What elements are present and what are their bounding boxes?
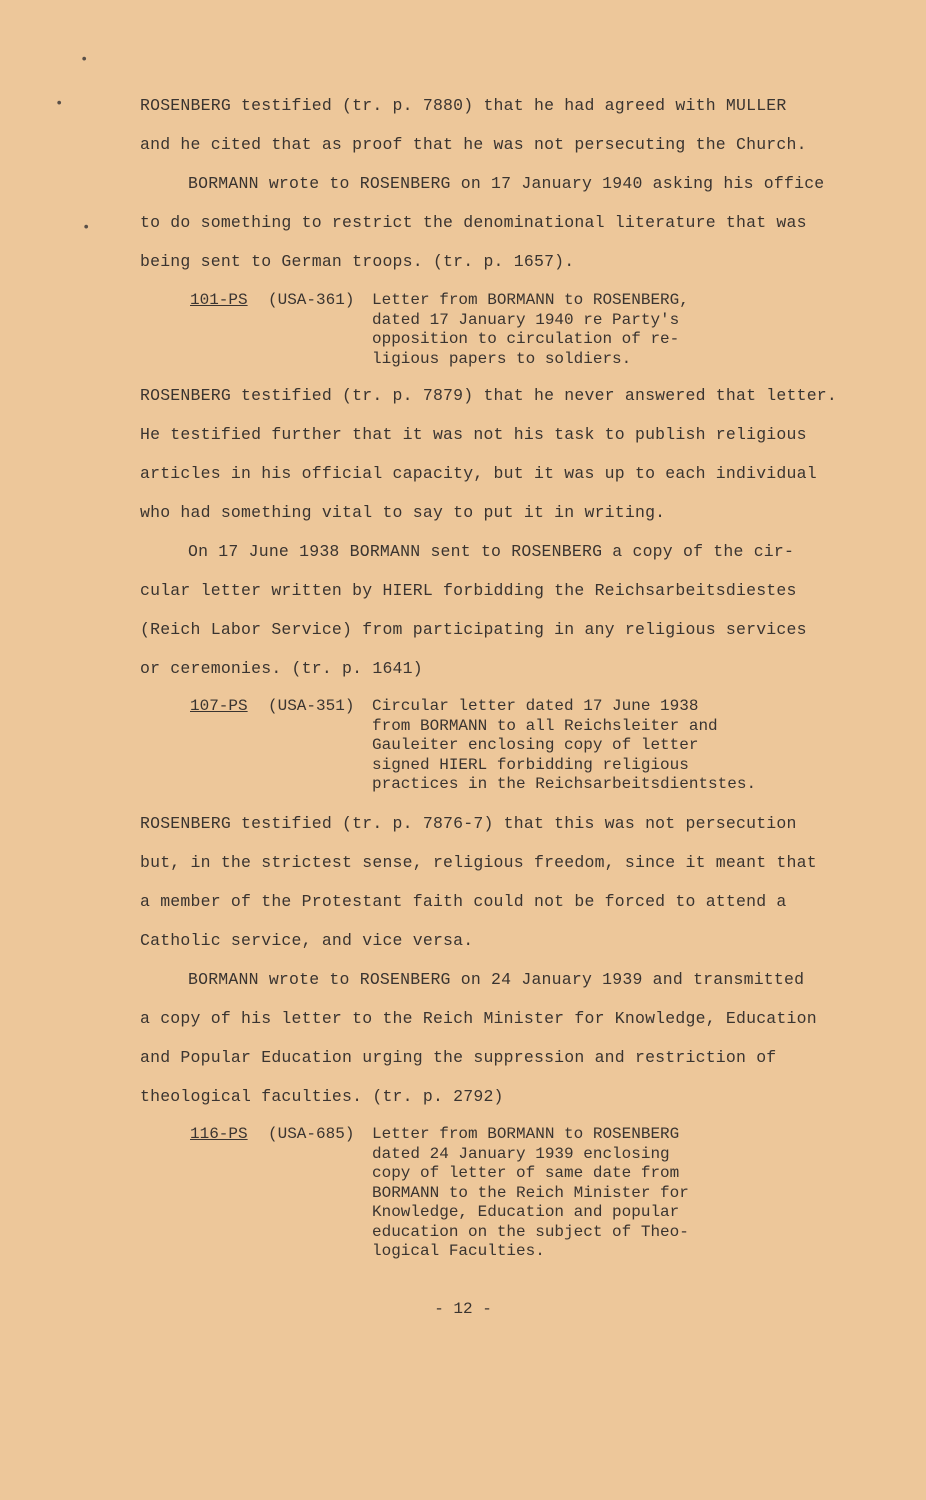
text-line: articles in his official capacity, but it was up to each individual [140,464,817,483]
description-line: Knowledge, Education and popular [372,1203,680,1221]
description-line: Circular letter dated 17 June 1938 [372,697,699,715]
text-line: theological faculties. (tr. p. 2792) [140,1087,504,1106]
text-line: to do something to restrict the denominational literature that was [140,213,807,232]
punch-mark: • [82,220,91,236]
description-line: opposition to circulation of re- [372,330,680,348]
text-line: and he cited that as proof that he was not persecuting the Church. [140,135,807,154]
description-line: copy of letter of same date from [372,1164,680,1182]
text-line: a member of the Protestant faith could not be forced to attend a [140,892,787,911]
text-line: ROSENBERG testified (tr. p. 7876-7) that this was not persecution [140,814,797,833]
text-line: or ceremonies. (tr. p. 1641) [140,659,423,678]
text-line: Catholic service, and vice versa. [140,931,474,950]
punch-mark: • [55,96,64,112]
exhibit-number: (USA-351) [268,697,355,715]
document-code: 107-PS [190,697,248,715]
description-line: dated 24 January 1939 enclosing [372,1144,670,1163]
document-description [372,697,756,795]
text-line: being sent to German troops. (tr. p. 1657). [140,252,575,271]
exhibit-number: (USA-685) [268,1125,355,1143]
document-reference [190,697,248,717]
description-line: signed HIERL forbidding religious [372,755,689,774]
text-line: a copy of his letter to the Reich Minister for Knowledge, Education [140,1009,817,1028]
description-line: ligious papers to soldiers. [372,349,632,368]
description-line: from BORMANN to all Reichsleiter and [372,716,718,735]
document-reference [190,1125,248,1145]
description-line: practices in the Reichsarbeitsdientstes. [372,775,757,793]
description-line: logical Faculties. [372,1242,545,1260]
text-line: (Reich Labor Service) from participating in any religious services [140,620,807,639]
document-reference [190,291,248,311]
text-line: and Popular Education urging the suppression and restriction of [140,1048,777,1067]
description-line: BORMANN to the Reich Minister for [372,1183,689,1202]
document-description [372,291,689,369]
page-number: - 12 - [434,1300,492,1318]
description-line: education on the subject of Theo- [372,1222,689,1241]
document-description [372,1125,689,1262]
document-code: 116-PS [190,1125,248,1143]
text-line: ROSENBERG testified (tr. p. 7879) that he never answered that letter. [140,386,838,405]
document-code: 101-PS [190,291,248,309]
description-line: Letter from BORMANN to ROSENBERG [372,1125,680,1143]
text-line: BORMANN wrote to ROSENBERG on 17 January 1940 asking his office [188,174,825,193]
text-line: He testified further that it was not his task to publish religious [140,425,807,444]
exhibit-number: (USA-361) [268,291,355,309]
text-line: BORMANN wrote to ROSENBERG on 24 January 1939 and transmitted [188,970,805,989]
text-line: but, in the strictest sense, religious freedom, since it meant that [140,853,817,872]
text-line: cular letter written by HIERL forbidding the Reichsarbeitsdiestes [140,581,797,600]
text-line: ROSENBERG testified (tr. p. 7880) that he had agreed with MULLER [140,96,787,115]
description-line: Letter from BORMANN to ROSENBERG, [372,291,689,309]
description-line: Gauleiter enclosing copy of letter [372,736,699,754]
text-line: who had something vital to say to put it in writing. [140,503,666,522]
description-line: dated 17 January 1940 re Party's [372,310,680,329]
punch-mark: • [80,52,89,68]
text-line: On 17 June 1938 BORMANN sent to ROSENBERG a copy of the cir- [188,542,795,561]
